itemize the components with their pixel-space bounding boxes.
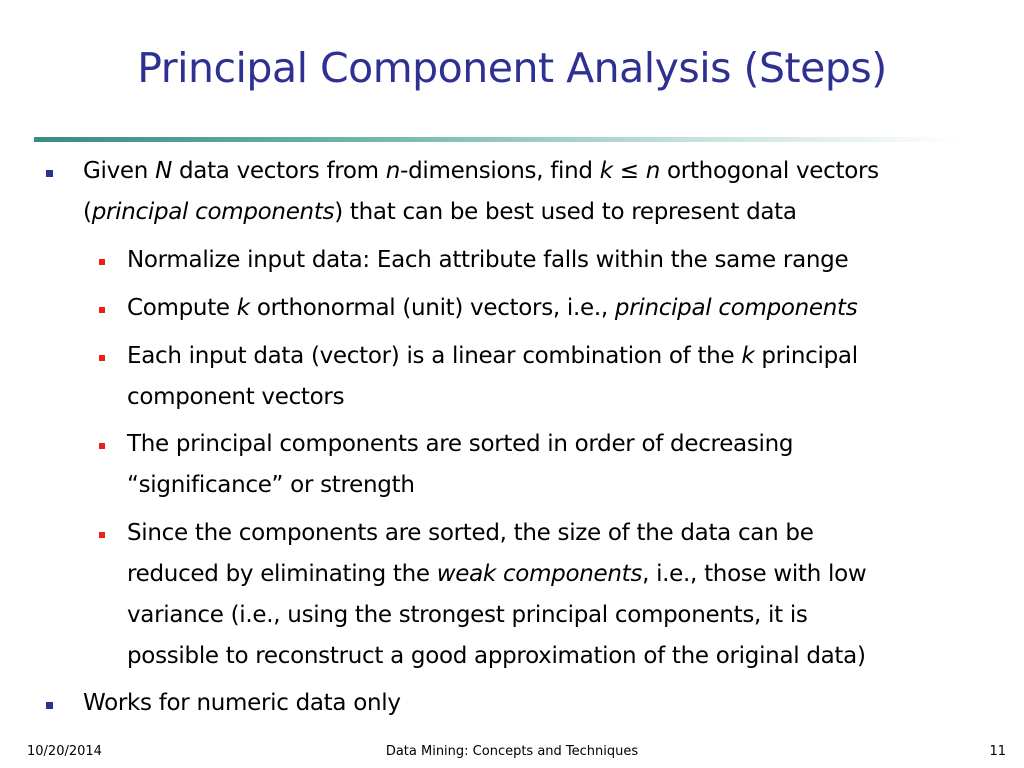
bullet-line — [83, 192, 993, 233]
bullet-level1-icon — [46, 170, 53, 177]
italic-text: principal components — [614, 295, 858, 321]
italic-text: N — [155, 158, 172, 184]
text-run: ) that can be best used to represent data — [334, 199, 797, 225]
bullet-line — [127, 288, 987, 329]
italic-text: weak components — [436, 561, 643, 587]
bullet-line: component vectors — [127, 384, 345, 410]
title-divider — [34, 137, 960, 142]
bullet-line: Works for numeric data only — [83, 690, 401, 716]
text-run: Given — [83, 158, 156, 184]
text-run: Each input data (vector) is a linear combination of the — [127, 343, 742, 369]
bullet-line: possible to reconstruct a good approximation of the original data) — [127, 643, 866, 669]
bullet-level2-icon — [99, 532, 105, 538]
bullet-level1-icon — [46, 702, 53, 709]
bullet-line: Since the components are sorted, the size of the data can be — [127, 520, 814, 546]
italic-text: principal components — [91, 199, 335, 225]
slide-title: Principal Component Analysis (Steps) — [137, 44, 887, 92]
italic-text: n — [645, 158, 661, 184]
text-run: reduced by eliminating the — [127, 561, 437, 587]
text-run: Compute — [127, 295, 237, 321]
italic-text: n — [385, 158, 401, 184]
bullet-line — [127, 336, 987, 377]
bullet-numeric-data-only — [83, 683, 993, 724]
text-run: principal — [754, 343, 858, 369]
bullet-line — [83, 151, 993, 192]
italic-text: k — [741, 343, 755, 369]
text-run: ( — [83, 199, 92, 225]
text-run: -dimensions, find — [400, 158, 600, 184]
bullet-line: Normalize input data: Each attribute falls within the same range — [127, 247, 849, 273]
sub-bullet-linear-combination — [127, 336, 987, 418]
sub-bullet-reduce-size — [127, 513, 987, 677]
text-run: orthogonal vectors — [660, 158, 879, 184]
bullet-line — [127, 554, 987, 595]
bullet-line: “significance” or strength — [127, 472, 415, 498]
bullet-level2-icon — [99, 307, 105, 313]
sub-bullet-normalize — [127, 240, 987, 281]
text-run: data vectors from — [171, 158, 386, 184]
footer-date: 10/20/2014 — [27, 744, 102, 759]
text-run: ≤ — [612, 158, 646, 184]
sub-bullet-compute-k — [127, 288, 987, 329]
text-run: , i.e., those with low — [642, 561, 867, 587]
bullet-line: variance (i.e., using the strongest principal components, it is — [127, 602, 808, 628]
bullet-level2-icon — [99, 355, 105, 361]
page-number: 11 — [989, 744, 1006, 759]
italic-text: k — [599, 158, 613, 184]
bullet-level2-icon — [99, 443, 105, 449]
bullet-level2-icon — [99, 259, 105, 265]
italic-text: k — [236, 295, 250, 321]
bullet-given-n-data-vectors — [83, 151, 993, 233]
footer-title: Data Mining: Concepts and Techniques — [385, 744, 639, 759]
text-run: orthonormal (unit) vectors, i.e., — [249, 295, 615, 321]
sub-bullet-sorted-significance — [127, 424, 987, 506]
bullet-line: The principal components are sorted in order of decreasing — [127, 431, 794, 457]
